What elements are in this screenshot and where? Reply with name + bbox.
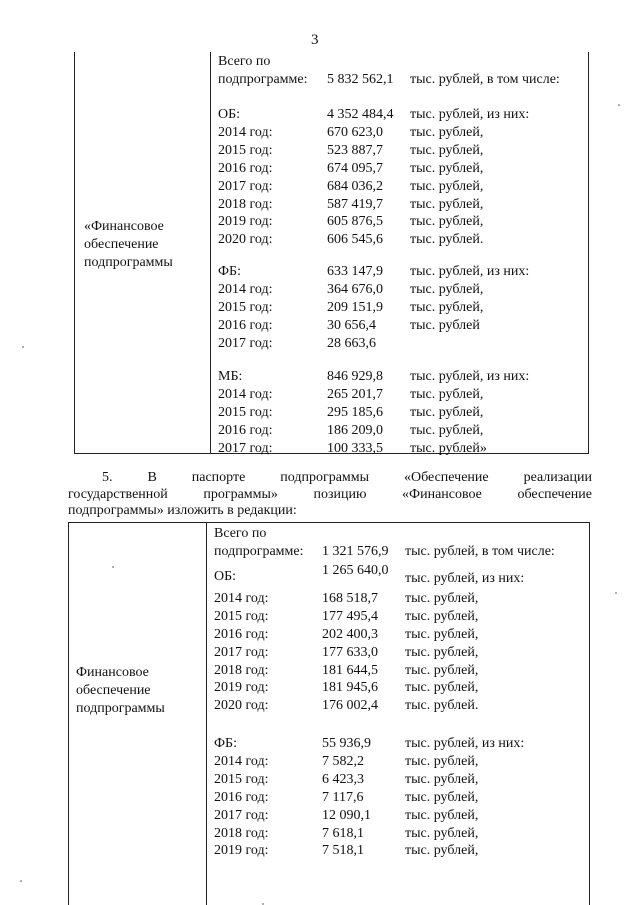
year-label: 2019 год: [218, 214, 273, 230]
year-value: 28 663,6 [327, 335, 376, 351]
group-unit: тыс. рублей, из них: [410, 264, 530, 279]
paragraph-line-1: 5. В паспорте подпрограммы «Обеспечение реализации [102, 470, 592, 485]
year-unit: тыс. рублей, [405, 753, 479, 769]
year-value: 606 545,6 [327, 232, 383, 248]
paragraph-line-2: государственной программы» позицию «Финансовое обеспечение [68, 487, 592, 502]
group-label: ФБ: [218, 264, 241, 279]
year-value: 177 633,0 [322, 644, 378, 660]
table2-border-top [68, 522, 590, 523]
year-label: 2020 год: [218, 232, 273, 248]
year-label: 2014 год: [214, 753, 269, 769]
year-unit: тыс. рублей. [410, 232, 484, 248]
year-label: 2018 год: [218, 196, 273, 212]
year-unit: тыс. рублей, [405, 771, 479, 787]
group-label: ФБ: [214, 736, 237, 751]
group-value: 1 265 640,0 [322, 563, 389, 578]
year-unit: тыс. рублей, [405, 843, 479, 859]
year-unit: тыс. рублей, [410, 299, 484, 315]
year-value: 181 945,6 [322, 680, 378, 696]
year-value: 265 201,7 [327, 386, 383, 402]
year-unit: тыс. рублей, [405, 644, 479, 660]
year-unit: тыс. рублей, [410, 404, 484, 420]
total-unit: тыс. рублей, в том числе: [410, 71, 560, 87]
year-unit: тыс. рублей, [405, 807, 479, 823]
year-label: 2016 год: [218, 160, 273, 176]
year-value: 186 209,0 [327, 422, 383, 438]
year-unit: тыс. рублей, [405, 590, 479, 606]
year-label: 2017 год: [214, 807, 269, 823]
year-label: 2015 год: [214, 771, 269, 787]
year-unit: тыс. рублей, [405, 825, 479, 841]
year-label: 2019 год: [214, 843, 269, 859]
year-value: 670 623,0 [327, 124, 383, 140]
year-unit: тыс. рублей. [405, 698, 479, 714]
scan-speck [20, 880, 22, 882]
table1-border-left [74, 52, 75, 453]
table2-border-left [68, 522, 69, 905]
year-value: 209 151,9 [327, 299, 383, 315]
year-label: 2016 год: [214, 789, 269, 805]
year-label: 2015 год: [214, 608, 269, 624]
year-unit: тыс. рублей, [405, 662, 479, 678]
year-unit: тыс. рублей, [410, 281, 484, 297]
year-value: 523 887,7 [327, 142, 383, 158]
total-label-line-2: подпрограмме: [218, 71, 308, 87]
group-label: ОБ: [218, 107, 241, 122]
year-value: 7 582,2 [322, 753, 364, 769]
year-value: 587 419,7 [327, 196, 383, 212]
year-label: 2014 год: [218, 386, 273, 402]
table1-border-right [588, 52, 589, 453]
year-unit: тыс. рублей, [410, 422, 484, 438]
year-label: 2018 год: [214, 662, 269, 678]
table2-border-mid [206, 522, 207, 905]
group-value: 846 929,8 [327, 369, 383, 384]
total-label-line-1: Всего по [218, 54, 271, 69]
year-value: 12 090,1 [322, 807, 371, 823]
year-value: 7 518,1 [322, 843, 364, 859]
year-label: 2017 год: [218, 335, 273, 351]
table1-border-mid [210, 52, 211, 453]
year-label: 2015 год: [218, 142, 273, 158]
year-unit: тыс. рублей, [410, 178, 484, 194]
year-label: 2017 год: [218, 178, 273, 194]
paragraph-line-3: подпрограммы» изложить в редакции: [68, 503, 297, 518]
year-value: 295 185,6 [327, 404, 383, 420]
table1-row-label: «Финансовое обеспечение подпрограммы [84, 219, 173, 270]
group-unit: тыс. рублей, из них: [410, 107, 530, 122]
total-label-line-1: Всего по [214, 526, 267, 541]
year-label: 2015 год: [218, 404, 273, 420]
table2-row-label: Финансовое обеспечение подпрограммы [76, 665, 165, 716]
year-value: 202 400,3 [322, 626, 378, 642]
year-unit: тыс. рублей, [405, 608, 479, 624]
page-number: 3 [311, 32, 319, 48]
scan-speck [22, 346, 24, 348]
year-unit: тыс. рублей, [410, 214, 484, 230]
total-value: 5 832 562,1 [327, 71, 394, 87]
year-value: 30 656,4 [327, 317, 376, 333]
year-value: 364 676,0 [327, 281, 383, 297]
group-value: 4 352 484,4 [327, 107, 394, 122]
year-unit: тыс. рублей [410, 317, 480, 333]
group-unit: тыс. рублей, из них: [410, 369, 530, 384]
year-value: 7 117,6 [322, 789, 364, 805]
total-label-line-2: подпрограмме: [214, 543, 304, 559]
year-value: 7 618,1 [322, 825, 364, 841]
year-label: 2014 год: [218, 281, 273, 297]
year-label: 2016 год: [218, 422, 273, 438]
total-value: 1 321 576,9 [322, 543, 389, 559]
year-unit: тыс. рублей, [410, 142, 484, 158]
year-unit: тыс. рублей, [405, 789, 479, 805]
table2-border-right [589, 522, 590, 905]
year-unit: тыс. рублей, [410, 196, 484, 212]
year-value: 177 495,4 [322, 608, 378, 624]
year-value: 100 333,5 [327, 440, 383, 456]
year-label: 2018 год: [214, 825, 269, 841]
year-unit: тыс. рублей, [410, 124, 484, 140]
group-label: ОБ: [214, 569, 237, 584]
year-value: 674 095,7 [327, 160, 383, 176]
year-label: 2014 год: [214, 590, 269, 606]
year-label: 2019 год: [214, 680, 269, 696]
year-label: 2015 год: [218, 299, 273, 315]
year-value: 605 876,5 [327, 214, 383, 230]
year-label: 2016 год: [214, 626, 269, 642]
year-value: 181 644,5 [322, 662, 378, 678]
group-unit: тыс. рублей, из них: [405, 571, 525, 586]
year-label: 2017 год: [214, 644, 269, 660]
year-label: 2016 год: [218, 317, 273, 333]
scan-speck [618, 104, 620, 106]
year-value: 176 002,4 [322, 698, 378, 714]
year-unit: тыс. рублей, [405, 680, 479, 696]
year-value: 168 518,7 [322, 590, 378, 606]
group-unit: тыс. рублей, из них: [405, 736, 525, 751]
scan-speck [112, 566, 114, 568]
scan-speck [615, 592, 617, 594]
year-value: 684 036,2 [327, 178, 383, 194]
year-label: 2017 год: [218, 440, 273, 456]
group-value: 633 147,9 [327, 264, 383, 279]
year-label: 2020 год: [214, 698, 269, 714]
year-value: 6 423,3 [322, 771, 364, 787]
year-unit: тыс. рублей» [410, 440, 487, 456]
year-unit: тыс. рублей, [405, 626, 479, 642]
year-label: 2014 год: [218, 124, 273, 140]
year-unit: тыс. рублей, [410, 386, 484, 402]
year-unit: тыс. рублей, [410, 160, 484, 176]
group-label: МБ: [218, 369, 243, 384]
group-value: 55 936,9 [322, 736, 371, 751]
total-unit: тыс. рублей, в том числе: [405, 543, 555, 559]
